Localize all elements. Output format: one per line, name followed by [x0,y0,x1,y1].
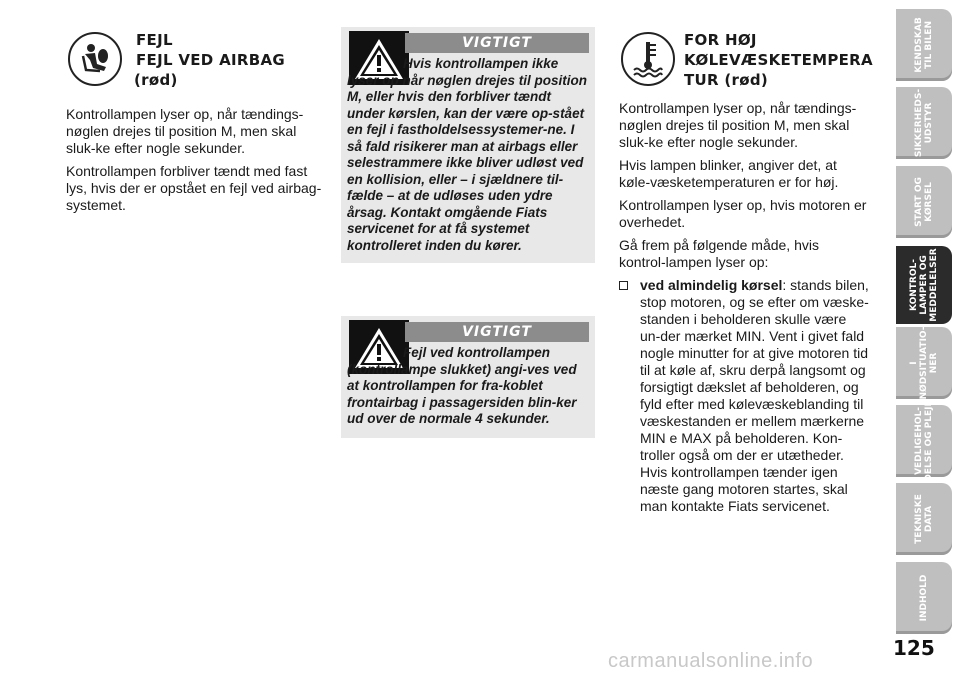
tab-kendskab-til-bilen[interactable]: KENDSKAB TIL BILEN [896,9,952,81]
coolant-paragraph-3: Kontrollampen lyser op, hvis motoren er overhedet. [619,197,867,230]
bullet-bold-text: ved almindelig kørsel [640,277,783,293]
airbag-fault-text [66,106,322,220]
warning-text-1: Hvis kontrollampen ikke lyser op når nøglen drejes til position M, eller hvis den forbliver tændt under kørslen, kan der være op-stået en fejl i fastholdelsessystemer-ne. I så fald risikerer man at airbags eller selestrammere ikke bliver udløst ved en kollision, eller – i sjældnere til-fælde – at de udløses uden ydre årsag. Kontakt omgående Fiats servicenet for at få systemet kontrolleret inden du kører. [347,56,588,253]
page-number: 125 [893,636,935,660]
airbag-fault-heading: FEJL FEJL VED AIRBAG (rød) [134,31,285,89]
coolant-paragraph-2: Hvis lampen blinker, angiver det, at køle-væsketemperaturen er for høj. [619,157,839,190]
tab-tekniske-data[interactable]: TEKNISKE DATA [896,483,952,555]
airbag-paragraph-1: Kontrollampen lyser op, når tændings-nøglen drejes til position M, men skal sluk-ke efter nogle sekunder. [66,106,304,156]
coolant-paragraph-4: Gå frem på følgende måde, hvis kontrol-lampen lyser op: [619,237,819,270]
bullet-text: : stands bilen, stop motoren, og se efter om væske-standen i beholderen skulle være un-der mærket MIN. Vent i givet fald nogle minutter for at give motoren tid til at køle af, skru derpå langsomt og forsigtigt dækslet af beholderen, og fyld efter med kølevæskeblanding til væskestanden er mellem mærkerne MIN e MAX på beholderen. Kon-troller også om der er utætheder. Hvis kontrollampen tænder igen næste gang motoren startes, skal man kontakte Fiats servicenet. [640,277,869,514]
coolant-bullet [619,277,869,515]
checkbox-bullet-icon [619,281,628,290]
tab-vedligeholdelse-og-pleje[interactable]: VEDLIGEHOL- DELSE OG PLEJE [896,405,952,477]
warning-box-2 [341,316,595,438]
tab-kontrollamper-og-meddelelser[interactable]: KONTROL- LAMPER OG MEDDELELSER [896,246,952,324]
warning-box-1 [341,27,595,263]
watermark: carmanualsonline.info [608,650,814,672]
vigtigt-label-1: VIGTIGT [405,33,589,53]
coolant-heading: FOR HØJ KØLEVÆSKETEMPERA TUR (rød) [684,31,873,89]
tab-indhold[interactable]: INDHOLD [896,562,952,634]
tab-start-og-korsel[interactable]: START OG KØRSEL [896,166,952,238]
coolant-paragraph-1: Kontrollampen lyser op, når tændings-nøglen drejes til position M, men skal sluk-ke efter nogle sekunder. [619,100,857,150]
airbag-person-icon [68,32,122,86]
airbag-paragraph-2: Kontrollampen forbliver tændt med fast lys, hvis der er opstået en fejl ved airbag-systemet. [66,163,322,213]
tab-sikkerhedsudstyr[interactable]: SIKKERHEDS- UDSTYR [896,87,952,159]
tab-i-nodsituationer[interactable]: I NØDSITUATIO- NER [896,327,952,399]
coolant-text [619,100,869,515]
coolant-temperature-icon [621,32,675,86]
vigtigt-label-2: VIGTIGT [405,322,589,342]
warning-text-2: Fejl ved kontrollampen (kontrollampe slukket) angi-ves ved at kontrollampen for fra-koblet frontairbag i passagersiden blin-ker ud over de normale 4 sekunder. [347,345,577,426]
